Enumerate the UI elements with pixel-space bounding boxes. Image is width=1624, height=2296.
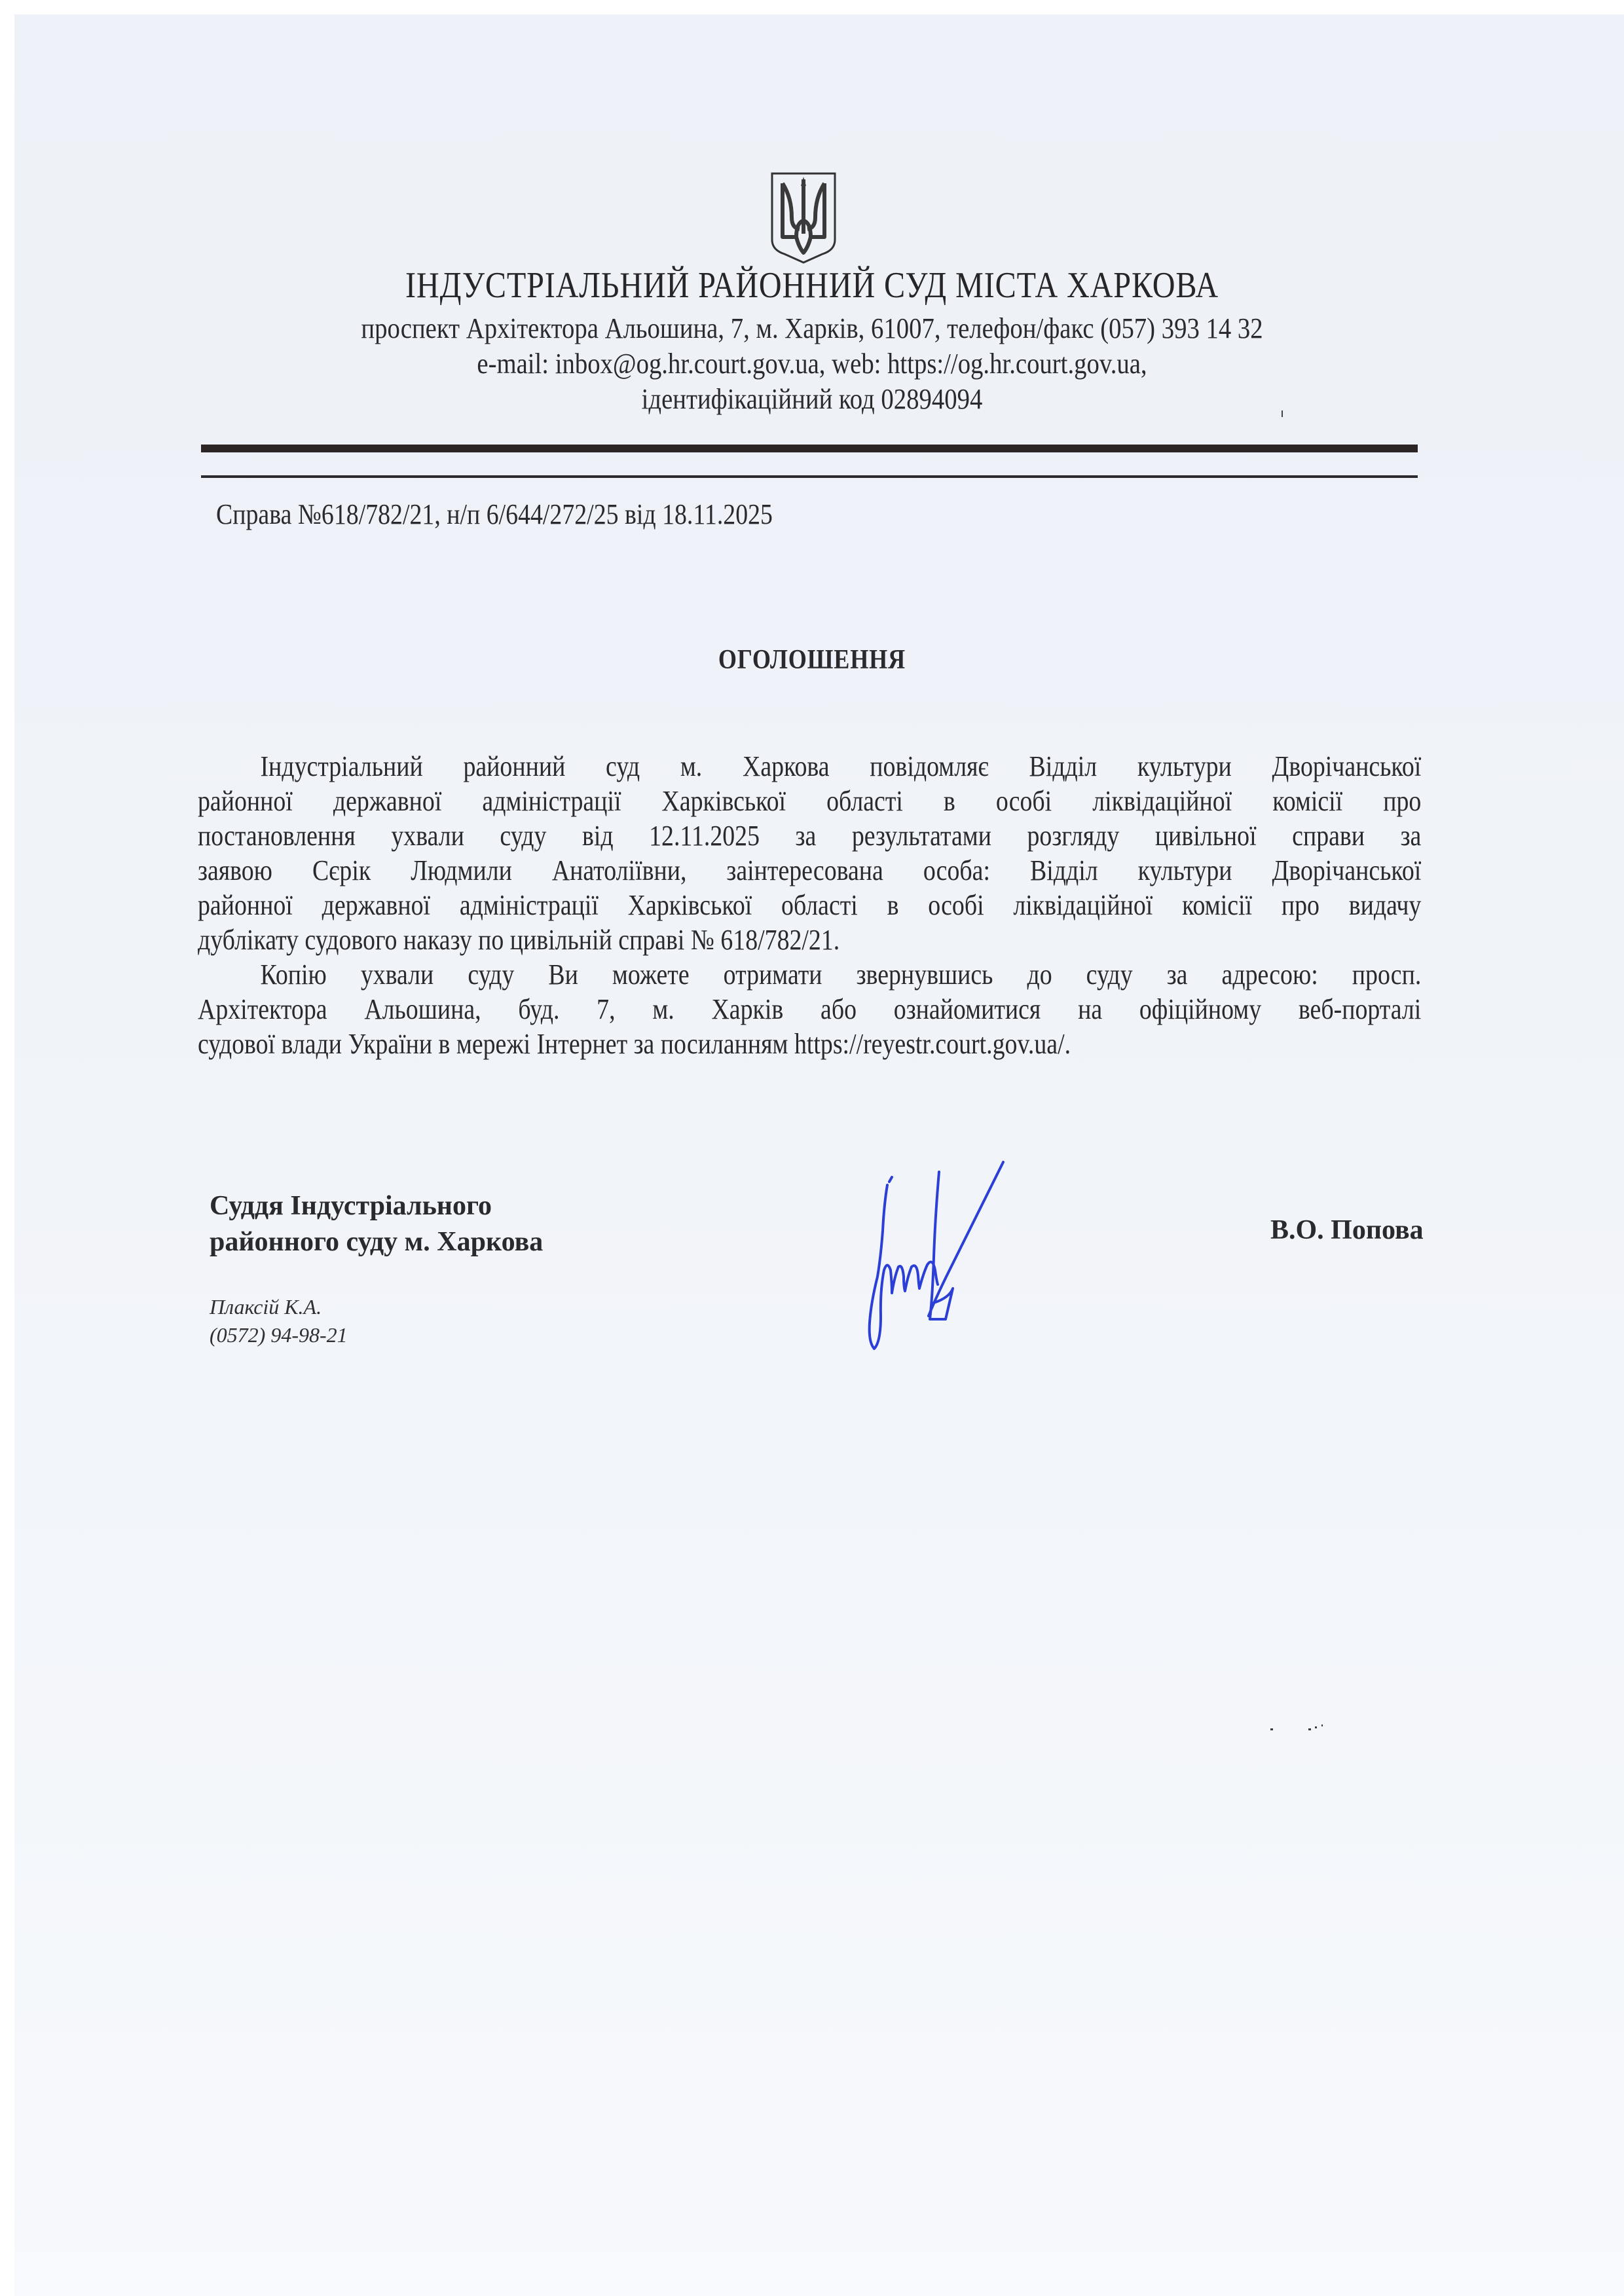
body-line: судової влади України в мережі Інтернет за посиланням https://reyestr.court.gov.ua/. <box>198 1028 1071 1060</box>
executor-phone: (0572) 94-98-21 <box>210 1323 348 1347</box>
body-line: районної державної адміністрації Харківської області в особі ліквідаційної комісії про видачу <box>198 889 1422 921</box>
trident-coat-of-arms-icon <box>770 172 837 264</box>
body-line: Архітектора Альошина, буд. 7, м. Харків або ознайомитися на офіційному веб-порталі <box>198 993 1422 1025</box>
body-line: заявою Сєрік Людмили Анатоліївни, заінтересована особа: Відділ культури Дворічанської <box>198 854 1422 886</box>
document-title: ОГОЛОШЕННЯ <box>718 645 906 675</box>
body-line: постановлення ухвали суду від 12.11.2025 за результатами розгляду цивільної справи за <box>198 820 1422 852</box>
signer-position-line1: Суддя Індустріального <box>210 1191 492 1221</box>
header-divider-thin <box>201 475 1418 478</box>
scan-speck <box>1280 410 1284 418</box>
signer-name: В.О. Попова <box>1270 1215 1424 1245</box>
executor-info <box>210 1293 348 1349</box>
institution-id-code: ідентифікаційний код 02894094 <box>641 383 983 415</box>
institution-contacts: e-mail: inbox@og.hr.court.gov.ua, web: https://og.hr.court.gov.ua, <box>477 348 1147 380</box>
body-line: Копію ухвали суду Ви можете отримати звернувшись до суду за адресою: просп. <box>260 958 1422 991</box>
case-reference: Справа №618/782/21, н/п 6/644/272/25 від 18.11.2025 <box>216 498 773 530</box>
body-line: районної державної адміністрації Харківської області в особі ліквідаційної комісії про <box>198 785 1422 817</box>
executor-name: Плаксій К.А. <box>210 1295 322 1319</box>
body-line: Індустріальний районний суд м. Харкова повідомляє Відділ культури Дворічанської <box>260 750 1422 782</box>
body-line: дублікату судового наказу по цивільній справі № 618/782/21. <box>198 924 840 956</box>
handwritten-signature-icon <box>851 1146 1113 1355</box>
header-divider-thick <box>201 445 1418 452</box>
signer-position <box>210 1188 543 1260</box>
institution-address: проспект Архітектора Альошина, 7, м. Харків, 61007, телефон/факс (057) 393 14 32 <box>361 312 1263 344</box>
signer-position-line2: районного суду м. Харкова <box>210 1227 544 1257</box>
announcement-body <box>198 749 1421 1061</box>
institution-name: ІНДУСТРІАЛЬНИЙ РАЙОННИЙ СУД МІСТА ХАРКОВА <box>405 265 1219 306</box>
scan-specks <box>1244 1722 1323 1735</box>
